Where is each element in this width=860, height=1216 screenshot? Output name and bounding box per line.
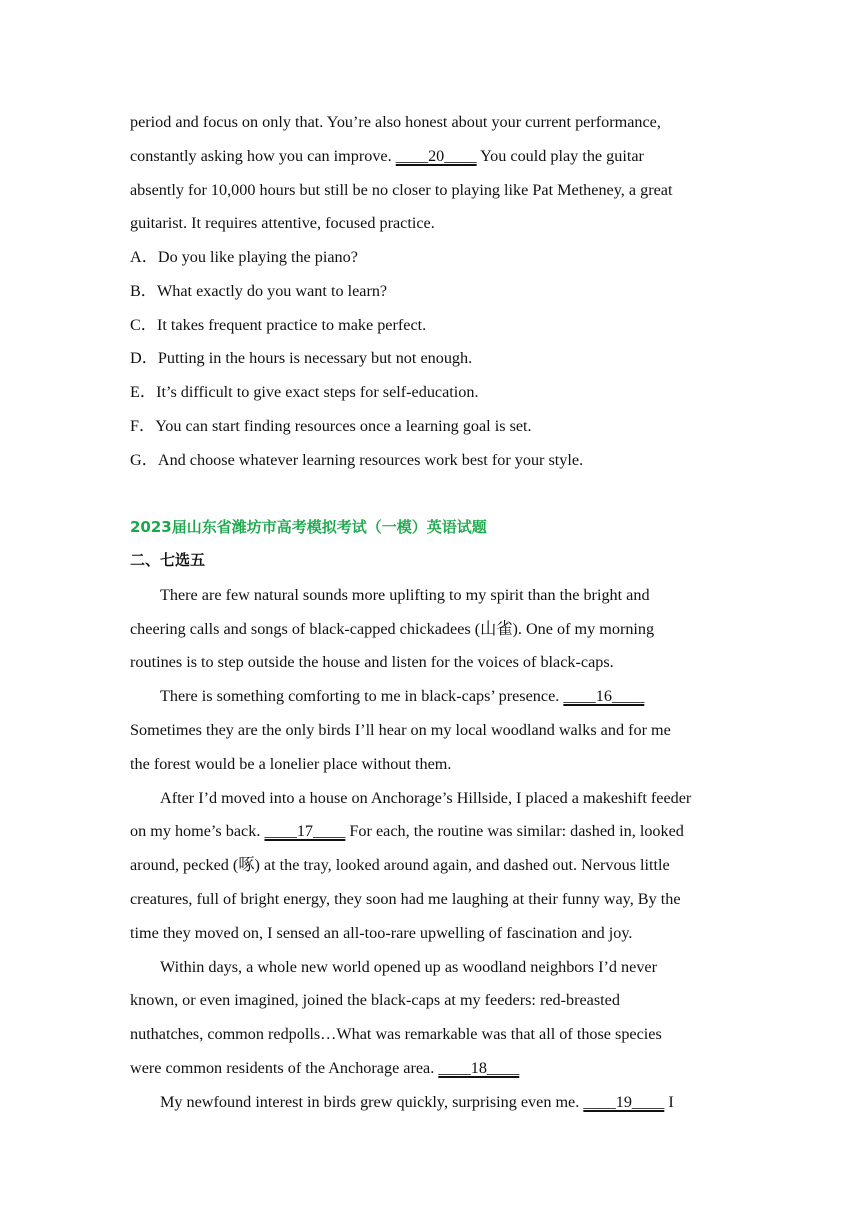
option-f: F．You can start finding resources once a learning goal is set. — [130, 417, 532, 435]
text-run: I — [664, 1093, 674, 1111]
text-run: on my home’s back. — [130, 822, 265, 840]
section-subtitle: 二、七选五 — [130, 551, 206, 569]
paragraph-line: Sometimes they are the only birds I’ll hear on my local woodland walks and for me — [130, 721, 671, 739]
option-e: E．It’s difficult to give exact steps for self-education. — [130, 383, 479, 401]
text-run: For each, the routine was similar: dashed in, looked — [345, 822, 684, 840]
paragraph-line: Within days, a whole new world opened up as woodland neighbors I’d never — [160, 958, 657, 976]
option-b: B．What exactly do you want to learn? — [130, 282, 388, 300]
blank-18: ____18____ — [438, 1059, 520, 1077]
text-run: constantly asking how you can improve. — [130, 147, 396, 165]
paragraph-line — [160, 686, 644, 706]
text-run: You could play the guitar — [476, 147, 644, 165]
option-c: C．It takes frequent practice to make perfect. — [130, 316, 427, 334]
blank-16: ____16____ — [563, 687, 645, 705]
option-g: G．And choose whatever learning resources work best for your style. — [130, 451, 584, 469]
option-d: D．Putting in the hours is necessary but not enough. — [130, 349, 473, 367]
passage1-line — [130, 146, 644, 166]
text-run: were common residents of the Anchorage area. — [130, 1059, 439, 1077]
blank-20: ____20____ — [395, 147, 477, 165]
blank-17: ____17____ — [264, 822, 346, 840]
paragraph-line: cheering calls and songs of black-capped chickadees (山雀). One of my morning — [130, 620, 655, 638]
passage1-line: period and focus on only that. You’re also honest about your current performance, — [130, 113, 661, 131]
paragraph-line: routines is to step outside the house and listen for the voices of black-caps. — [130, 653, 614, 671]
text-run: My newfound interest in birds grew quickly, surprising even me. — [160, 1093, 584, 1111]
paragraph-line: There are few natural sounds more uplifting to my spirit than the bright and — [160, 586, 650, 604]
paragraph-line: After I’d moved into a house on Anchorage’s Hillside, I placed a makeshift feeder — [160, 789, 692, 807]
paragraph-line — [130, 1058, 519, 1078]
paragraph-line: around, pecked (啄) at the tray, looked around again, and dashed out. Nervous little — [130, 856, 670, 874]
option-a: A．Do you like playing the piano? — [130, 248, 358, 266]
paragraph-line: the forest would be a lonelier place without them. — [130, 755, 452, 773]
blank-19: ____19____ — [583, 1093, 665, 1111]
paragraph-line — [160, 1092, 674, 1112]
paragraph-line: time they moved on, I sensed an all-too-rare upwelling of fascination and joy. — [130, 924, 633, 942]
paragraph-line: nuthatches, common redpolls…What was remarkable was that all of those species — [130, 1025, 662, 1043]
paragraph-line: creatures, full of bright energy, they soon had me laughing at their funny way, By the — [130, 890, 681, 908]
paragraph-line — [130, 821, 684, 841]
section-title: 2023届山东省潍坊市高考模拟考试（一模）英语试题 — [130, 518, 487, 536]
text-run: There is something comforting to me in black-caps’ presence. — [160, 687, 564, 705]
paragraph-line: known, or even imagined, joined the black-caps at my feeders: red-breasted — [130, 991, 620, 1009]
passage1-line: guitarist. It requires attentive, focused practice. — [130, 214, 435, 232]
passage1-line: absently for 10,000 hours but still be no closer to playing like Pat Metheney, a great — [130, 181, 673, 199]
